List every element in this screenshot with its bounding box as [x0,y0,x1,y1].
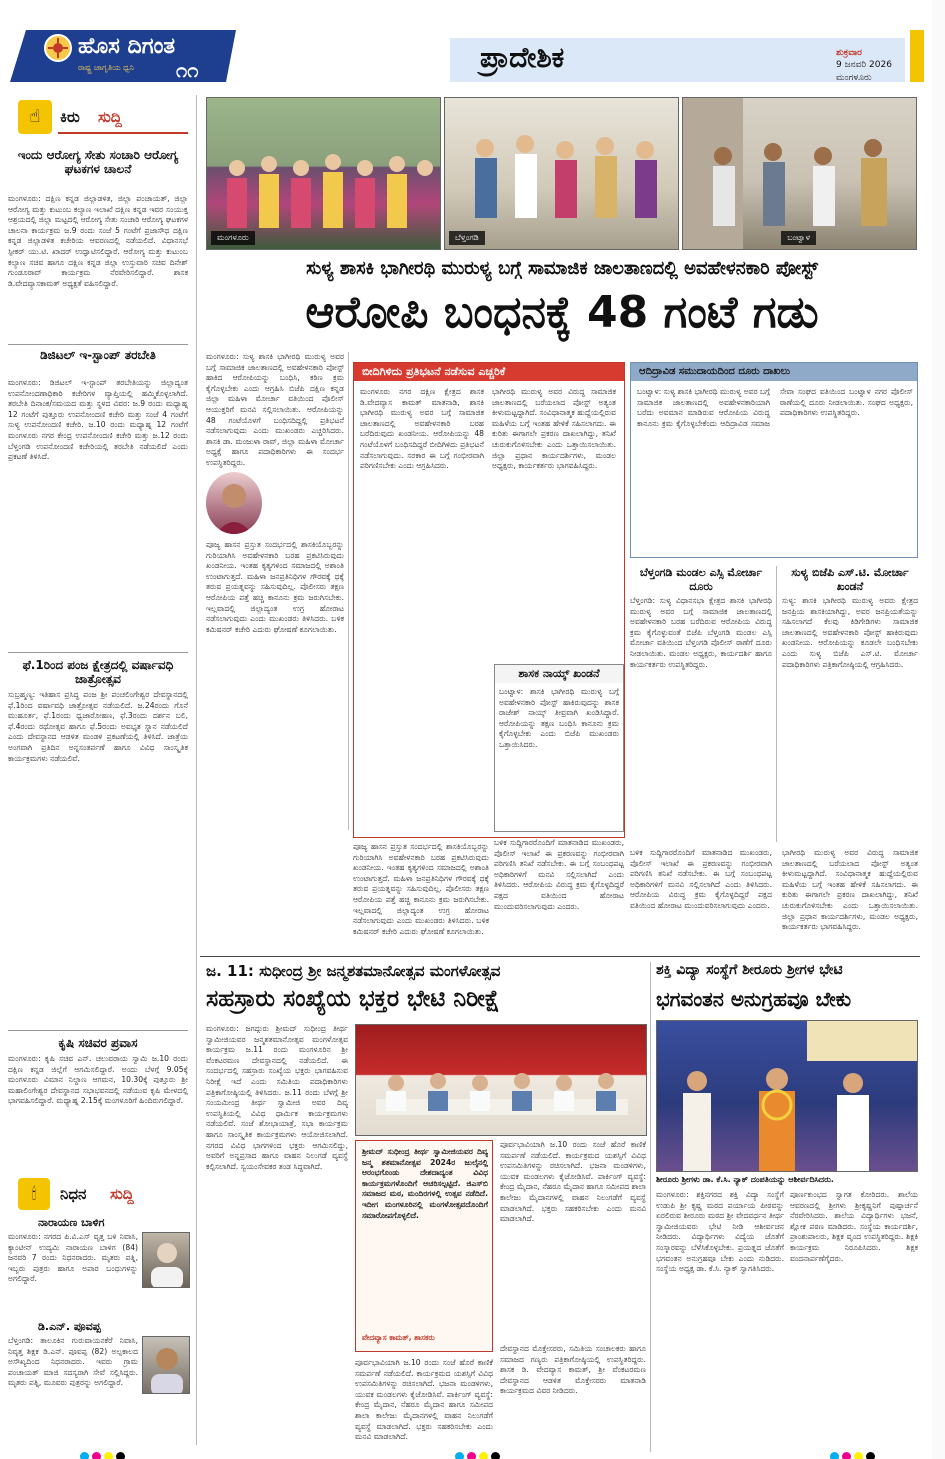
story3-col-1: ಮಂಗಳೂರು: ಶಕ್ತಿನಗರದ ಶಕ್ತಿ ವಿದ್ಯಾ ಸಂಸ್ಥೆಗೆ ಉಡುಪಿ ಶ್ರೀ ಕೃಷ್ಣ ಮಠದ ಪರ್ಯಾಯ ಪೀಠವನ್ನು ಏರಲಿರುವ ಶೀರೂರು ಮಠದ ಶ್ರೀ ವೇದವರ್ಧನ ತೀರ್ಥ ಸ್ವಾಮೀಜಿಯವರು ಭೇಟಿ ನೀಡಿ ಆಶೀರ್ವಚನ ನೀಡಿದರು. ವಿದ್ಯಾರ್ಥಿಗಳು ವಿದ್ಯೆಯ ಜೊತೆಗೆ ಸಂಸ್ಕಾರವನ್ನು ಬೆಳೆಸಿಕೊಳ್ಳಬೇಕು. ಪ್ರಯತ್ನದ ಜೊತೆಗೆ ಭಗವಂತನ ಅನುಗ್ರಹವೂ ಬೇಕು ಎಂದು ನುಡಿದರು. ಸಂಸ್ಥೆಯ ಅಧ್ಯಕ್ಷ ಡಾ. ಕೆ.ಸಿ. ನ್ಯಾಕ್ ಸ್ವಾಗತಿಸಿದರು. [656,1190,784,1274]
page-number: ೧೧ [176,58,199,82]
date-full: 9 ಜನವರಿ 2026 [836,60,892,70]
obit-2-name: ಡಿ.ಎನ್. ಪೂವಪ್ಪ [38,1320,101,1333]
belthangady-box [630,566,772,840]
lead-bottom-left: ಬಳಿಕ ಸುದ್ದಿಗಾರರೊಂದಿಗೆ ಮಾತನಾಡಿದ ಮುಖಂಡರು, ಪೊಲೀಸ್ ಇಲಾಖೆ ಈ ಪ್ರಕರಣವನ್ನು ಗಂಭೀರವಾಗಿ ಪರಿಗಣಿಸಿ ತನಿಖೆ ನಡೆಸಬೇಕು. ಈ ಬಗ್ಗೆ ಸಂಬಂಧಪಟ್ಟ ಅಧಿಕಾರಿಗಳಿಗೆ ಮನವಿ ಸಲ್ಲಿಸಲಾಗಿದೆ ಎಂದು ತಿಳಿಸಿದರು. ಆರೋಪಿಯ ವಿರುದ್ಧ ಕ್ರಮ ಕೈಗೊಳ್ಳದಿದ್ದರೆ ಪಕ್ಷದ ವತಿಯಿಂದ ಹೋರಾಟ ಮುಂದುವರಿಸಲಾಗುವುದು ಎಂದರು. [630,848,772,910]
adivasi-box [630,362,918,558]
registration-marks-center [455,1446,575,1456]
brief-1-body: ಮಂಗಳೂರು: ದಕ್ಷಿಣ ಕನ್ನಡ ಜಿಲ್ಲಾಡಳಿತ, ಜಿಲ್ಲಾ ಪಂಚಾಯತ್, ಜಿಲ್ಲಾ ಆರೋಗ್ಯ ಮತ್ತು ಕುಟುಂಬ ಕಲ್ಯಾಣ ಇಲಾಖೆ ದಕ್ಷಿಣ ಕನ್ನಡ ಇವರ ಸಂಯುಕ್ತ ಆಶ್ರಯದಲ್ಲಿ ಜಿಲ್ಲಾ ಮಟ್ಟದಲ್ಲಿ ಆರೋಗ್ಯ ಸೇತು ಸಂಚಾರಿ ಆರೋಗ್ಯ ಘಟಕಗಳ ಚಾಲನಾ ಕಾರ್ಯಕ್ರಮ ಜ.9 ರಂದು ಸಂಜೆ 5 ಗಂಟೆಗೆ ಪ್ರಜಾಸೌಧ ದಕ್ಷಿಣ ಕನ್ನಡ ಜಿಲ್ಲಾಡಳಿತ ಕಚೇರಿಯ ಆವರಣದಲ್ಲಿ ನಡೆಯಲಿದೆ. ವಿಧಾನಸಭೆ ಸ್ಪೀಕರ್ ಯು.ಟಿ. ಖಾದರ್ ಉದ್ಘಾಟಿಸಲಿದ್ದಾರೆ. ಆರೋಗ್ಯ ಮತ್ತು ಕುಟುಂಬ ಕಲ್ಯಾಣ ಸಚಿವ ಹಾಗೂ ದಕ್ಷಿಣ ಕನ್ನಡ ಜಿಲ್ಲಾ ಉಸ್ತುವಾರಿ ಸಚಿವ ದಿನೇಶ್ ಗುಂಡೂರಾವ್ ಕಾರ್ಯಕ್ರಮ ನೆರವೇರಿಸಲಿದ್ದಾರೆ. ಶಾಸಕ ಡಿ.ವೇದವ್ಯಾಸಕಾಮತ್ ಅಧ್ಯಕ್ಷತೆ ವಹಿಸಲಿದ್ದಾರೆ. [8,194,188,288]
story2-col-3: ಪೂರ್ವಭಾವಿಯಾಗಿ ಜ.10 ರಂದು ಸಂಜೆ ಹೊರೆ ಕಾಣಿಕೆ ಸಮರ್ಪಣೆ ನಡೆಯಲಿದೆ. ಕಾರ್ಯಕ್ರಮದ ಯಶಸ್ಸಿಗೆ ವಿವಿಧ ಉಪಸಮಿತಿಗಳನ್ನು ರಚಿಸಲಾಗಿದೆ. ಭಜನಾ ಮಂಡಳಿಗಳು, ಯುವಕ ಮಂಡಲಗಳು ಕೈಜೋಡಿಸಿವೆ. ಪಾರ್ಕಿಂಗ್ ವ್ಯವಸ್ಥೆ: ಕೇಂದ್ರ ಮೈದಾನ, ನೆಹರೂ ಮೈದಾನ ಹಾಗೂ ಸಮೀಪದ ಶಾಲಾ ಕಾಲೇಜು ಮೈದಾನಗಳಲ್ಲಿ ವಾಹನ ನಿಲುಗಡೆಗೆ ವ್ಯವಸ್ಥೆ ಮಾಡಲಾಗಿದೆ. ಭಕ್ತರು ಸಹಕರಿಸಬೇಕು ಎಂದು ಮನವಿ ಮಾಡಲಾಗಿದೆ. [500,1140,646,1224]
obit-2-photo [142,1336,190,1394]
brief-4-title: ಕೃಷಿ ಸಚಿವರ ಪ್ರವಾಸ [58,1036,138,1050]
story3-kicker: ಶಕ್ತಿ ವಿದ್ಯಾ ಸಂಸ್ಥೆಗೆ ಶೀರೂರು ಶ್ರೀಗಳ ಭೇಟಿ [656,962,843,978]
masthead-edge-bar [910,30,924,82]
story3-caption: ಶೀರೂರು ಶ್ರೀಗಳು ಡಾ. ಕೆ.ಸಿ. ನ್ಯಾಕ್ ದಂಪತಿಯನ್ನು ಆಶೀರ್ವದಿಸಿದರು. [656,1175,834,1184]
flame-icon: 🕯 [18,1178,50,1210]
lead-col-1-top: ಮಂಗಳೂರು: ಸುಳ್ಯ ಶಾಸಕಿ ಭಾಗೀರಥಿ ಮುರುಳ್ಯ ಅವರ ಬಗ್ಗೆ ಸಾಮಾಜಿಕ ಜಾಲತಾಣದಲ್ಲಿ ಅವಹೇಳನಕಾರಿ ಪೋಸ್ಟ್ ಹಾಕಿದ ಆರೋಪಿಯನ್ನು ಬಂಧಿಸಿ, ಕಠಿಣ ಕ್ರಮ ಕೈಗೊಳ್ಳಬೇಕು ಎಂದು ಆಗ್ರಹಿಸಿ ಬಿಜೆಪಿ ದಕ್ಷಿಣ ಕನ್ನಡ ಜಿಲ್ಲಾ ಮಹಿಳಾ ಮೋರ್ಚಾ ವತಿಯಿಂದ ಪೊಲೀಸ್ ಆಯುಕ್ತರಿಗೆ ಮನವಿ ಸಲ್ಲಿಸಲಾಯಿತು. ಆರೋಪಿಯನ್ನು 48 ಗಂಟೆಯೊಳಗೆ ಬಂಧಿಸದಿದ್ದಲ್ಲಿ ಪ್ರತಿಭಟನೆ ನಡೆಸಲಾಗುವುದು ಎಂದು ಮುಖಂಡರು ಎಚ್ಚರಿಸಿದರು. ಶಾಸಕಿ ಡಾ. ಮಂಜುಳಾ ರಾವ್, ಜಿಲ್ಲಾ ಮಹಿಳಾ ಮೋರ್ಚಾ ಅಧ್ಯಕ್ಷೆ ಹಾಗೂ ಪದಾಧಿಕಾರಿಗಳು ಈ ಸಂದರ್ಭ ಉಪಸ್ಥಿತರಿದ್ದರು. [206,352,344,467]
nayak-body: ಬಂಟ್ವಾಳ: ಶಾಸಕಿ ಭಾಗೀರಥಿ ಮುರುಳ್ಯ ಬಗ್ಗೆ ಅವಹೇಳನಕಾರಿ ಪೋಸ್ಟ್ ಹಾಕಿರುವುದನ್ನು ಶಾಸಕ ರಾಜೇಶ್ ನಾಯ್ಕ್ ತೀವ್ರವಾಗಿ ಖಂಡಿಸಿದ್ದಾರೆ. ಆರೋಪಿಯನ್ನು ತಕ್ಷಣ ಬಂಧಿಸಿ ಕಾನೂನು ಕ್ರಮ ಕೈಗೊಳ್ಳಬೇಕು ಎಂದು ಬಿಜೆಪಿ ಮುಖಂಡರು ಒತ್ತಾಯಿಸಿದರು. [499,687,619,749]
brief-2-title: ಡಿಜಿಟಲ್ ಇ-ಸ್ಟಾಂಪ್ ತರಬೇತಿ [40,348,156,362]
belt-col-rule [776,566,777,842]
kiru-underline [58,132,188,134]
brief-3-body: ಸುಬ್ರಹ್ಮಣ್ಯ: ಇತಿಹಾಸ ಪ್ರಸಿದ್ಧ ಪಂಜ ಶ್ರೀ ಪಂಚಲಿಂಗೇಶ್ವರ ದೇವಸ್ಥಾನದಲ್ಲಿ ಫೆ.1ರಿಂದ ವರ್ಷಾವಧಿ ಜಾತ್ರೋತ್ಸವ ನಡೆಯಲಿದೆ. ಜ.24ರಂದು ಗೊನೆ ಮುಹೂರ್ತ, ಫೆ.1ರಂದು ಧ್ವಜಾರೋಹಣ, ಫೆ.3ರಂದು ದರ್ಶನ ಬಲಿ, ಫೆ.4ರಂದು ರಥೋತ್ಸವ ಹಾಗೂ ಫೆ.5ರಂದು ಅವಭೃತ ಸ್ನಾನ ನಡೆಯಲಿದೆ ಎಂದು ದೇವಸ್ಥಾನದ ಆಡಳಿತ ಮಂಡಳಿ ಪ್ರಕಟಣೆಯಲ್ಲಿ ತಿಳಿಸಿದೆ. ಜಾತ್ರೆಯ ಅಂಗವಾಗಿ ಪ್ರತಿದಿನ ಅನ್ನಸಂತರ್ಪಣೆ ಹಾಗೂ ವಿವಿಧ ಸಾಂಸ್ಕೃತಿಕ ಕಾರ್ಯಕ್ರಮಗಳು ನಡೆಯಲಿವೆ. [8,690,188,763]
brief-divider [8,652,188,653]
obit-2-body: ಬೆಳ್ತಂಗಡಿ: ತಾಲೂಕಿನ ಗುರುವಾಯನಕೆರೆ ನಿವಾಸಿ, ನಿವೃತ್ತ ಶಿಕ್ಷಕ ಡಿ.ಎನ್. ಪೂವಪ್ಪ (82) ಅಲ್ಪಕಾಲದ ಅಸೌಖ್ಯದಿಂದ ನಿಧನರಾದರು. ಇವರು ಗ್ರಾಮ ಪಂಚಾಯತ್ ಮಾಜಿ ಸದಸ್ಯರಾಗಿ ಸೇವೆ ಸಲ್ಲಿಸಿದ್ದರು. ಮೃತರು ಪತ್ನಿ, ಮೂವರು ಪುತ್ರರನ್ನು ಅಗಲಿದ್ದಾರೆ. [8,1336,138,1388]
lead-kicker: ಸುಳ್ಯ ಶಾಸಕಿ ಭಾಗೀರಥಿ ಮುರುಳ್ಯ ಬಗ್ಗೆ ಸಾಮಾಜಿಕ ಜಾಲತಾಣದಲ್ಲಿ ಅವಹೇಳನಕಾರಿ ಪೋಸ್ಟ್ [306,258,818,279]
brief-divider [8,1030,188,1031]
belthangady-body: ಬೆಳ್ತಂಗಡಿ: ಸುಳ್ಯ ವಿಧಾನಸಭಾ ಕ್ಷೇತ್ರದ ಶಾಸಕಿ ಭಾಗೀರಥಿ ಮುರುಳ್ಯ ಅವರ ಬಗ್ಗೆ ಸಾಮಾಜಿಕ ಜಾಲತಾಣದಲ್ಲಿ ಅವಹೇಳನಕಾರಿ ಬರಹ ಬರೆದಿರುವ ಆರೋಪಿಯ ವಿರುದ್ಧ ಕ್ರಮ ಕೈಗೊಳ್ಳುವಂತೆ ಬಿಜೆಪಿ ಬೆಳ್ತಂಗಡಿ ಮಂಡಲ ಎಸ್ಸಿ ಮೋರ್ಚಾ ವತಿಯಿಂದ ಬೆಳ್ತಂಗಡಿ ಪೊಲೀಸ್ ಠಾಣೆಗೆ ದೂರು ನೀಡಲಾಯಿತು. ಮಂಡಲ ಅಧ್ಯಕ್ಷರು, ಕಾರ್ಯದರ್ಶಿ ಹಾಗೂ ಕಾರ್ಯಕರ್ತರು ಉಪಸ್ಥಿತರಿದ್ದರು. [630,596,772,669]
lead-col-3-lower: ಬಳಿಕ ಸುದ್ದಿಗಾರರೊಂದಿಗೆ ಮಾತನಾಡಿದ ಮುಖಂಡರು, ಪೊಲೀಸ್ ಇಲಾಖೆ ಈ ಪ್ರಕರಣವನ್ನು ಗಂಭೀರವಾಗಿ ಪರಿಗಣಿಸಿ ತನಿಖೆ ನಡೆಸಬೇಕು. ಈ ಬಗ್ಗೆ ಸಂಬಂಧಪಟ್ಟ ಅಧಿಕಾರಿಗಳಿಗೆ ಮನವಿ ಸಲ್ಲಿಸಲಾಗಿದೆ ಎಂದು ತಿಳಿಸಿದರು. ಆರೋಪಿಯ ವಿರುದ್ಧ ಕ್ರಮ ಕೈಗೊಳ್ಳದಿದ್ದರೆ ಪಕ್ಷದ ವತಿಯಿಂದ ಹೋರಾಟ ಮುಂದುವರಿಸಲಾಗುವುದು ಎಂದರು. [494,838,624,911]
lead-col1-portrait [206,472,262,534]
lead-col-2-lower: ಪೂಜ್ಯ ಹಾಸನ ಪ್ರಸ್ತುತ ಸಂದರ್ಭದಲ್ಲಿ ಶಾಸಕಿಯೊಬ್ಬರನ್ನು ಗುರಿಯಾಗಿಸಿ ಅವಹೇಳನಕಾರಿ ಬರಹ ಪ್ರಕಟಿಸಿರುವುದು ಖಂಡನೀಯ. ಇಂತಹ ಕೃತ್ಯಗಳಿಂದ ಸಮಾಜದಲ್ಲಿ ಅಶಾಂತಿ ಉಂಟಾಗುತ್ತದೆ. ಮಹಿಳಾ ಜನಪ್ರತಿನಿಧಿಗಳ ಗೌರವಕ್ಕೆ ಧಕ್ಕೆ ತರುವ ಪ್ರಯತ್ನವನ್ನು ಸಹಿಸುವುದಿಲ್ಲ. ಪೊಲೀಸರು ತಕ್ಷಣ ಆರೋಪಿಯ ಪತ್ತೆ ಹಚ್ಚಿ ಕಾನೂನು ಕ್ರಮ ಜರುಗಿಸಬೇಕು. ಇಲ್ಲವಾದಲ್ಲಿ ಜಿಲ್ಲಾದ್ಯಂತ ಉಗ್ರ ಹೋರಾಟ ನಡೆಸಲಾಗುವುದು ಎಂದು ಮುಖಂಡರು ತಿಳಿಸಿದರು. ಬಳಿಕ ಕಮಿಷನರ್ ಕಚೇರಿ ಎದುರು ಘೋಷಣೆ ಕೂಗಲಾಯಿತು. [353,842,489,936]
brief-4-body: ಮಂಗಳೂರು: ಕೃಷಿ ಸಚಿವ ಎನ್. ಚಲುವರಾಯ ಸ್ವಾಮಿ ಜ.10 ರಂದು ದಕ್ಷಿಣ ಕನ್ನಡ ಜಿಲ್ಲೆಗೆ ಆಗಮಿಸಲಿದ್ದಾರೆ. ಅಂದು ಬೆಳಗ್ಗೆ 9.05ಕ್ಕೆ ಮಂಗಳೂರು ವಿಮಾನ ನಿಲ್ದಾಣ ಆಗಮನ, 10.30ಕ್ಕೆ ಪುತ್ತೂರು ಶ್ರೀ ಮಹಾಲಿಂಗೇಶ್ವರ ದೇವಸ್ಥಾನದ ಸಭಾಭವನದಲ್ಲಿ ನಡೆಯುವ ಕೃಷಿ ಮೇಳದಲ್ಲಿ ಭಾಗವಹಿಸಲಿದ್ದಾರೆ. ಮಧ್ಯಾಹ್ನ 2.15ಕ್ಕೆ ಮಂಗಳೂರಿಗೆ ಹಿಂದಿರುಗಲಿದ್ದಾರೆ. [8,1054,188,1106]
lead-col-1-bottom: ಪೂಜ್ಯ ಹಾಸನ ಪ್ರಸ್ತುತ ಸಂದರ್ಭದಲ್ಲಿ ಶಾಸಕಿಯೊಬ್ಬರನ್ನು ಗುರಿಯಾಗಿಸಿ ಅವಹೇಳನಕಾರಿ ಬರಹ ಪ್ರಕಟಿಸಿರುವುದು ಖಂಡನೀಯ. ಇಂತಹ ಕೃತ್ಯಗಳಿಂದ ಸಮಾಜದಲ್ಲಿ ಅಶಾಂತಿ ಉಂಟಾಗುತ್ತದೆ. ಮಹಿಳಾ ಜನಪ್ರತಿನಿಧಿಗಳ ಗೌರವಕ್ಕೆ ಧಕ್ಕೆ ತರುವ ಪ್ರಯತ್ನವನ್ನು ಸಹಿಸುವುದಿಲ್ಲ. ಪೊಲೀಸರು ತಕ್ಷಣ ಆರೋಪಿಯ ಪತ್ತೆ ಹಚ್ಚಿ ಕಾನೂನು ಕ್ರಮ ಜರುಗಿಸಬೇಕು. ಇಲ್ಲವಾದಲ್ಲಿ ಜಿಲ್ಲಾದ್ಯಂತ ಉಗ್ರ ಹೋರಾಟ ನಡೆಸಲಾಗುವುದು ಎಂದು ಮುಖಂಡರು ತಿಳಿಸಿದರು. ಬಳಿಕ ಕಮಿಷನರ್ ಕಚೇರಿ ಎದುರು ಘೋಷಣೆ ಕೂಗಲಾಯಿತು. [206,540,344,634]
red-box-body-left: ಮಂಗಳೂರು ನಗರ ದಕ್ಷಿಣ ಕ್ಷೇತ್ರದ ಶಾಸಕ ಡಿ.ವೇದವ್ಯಾಸ ಕಾಮತ್ ಮಾತನಾಡಿ, ಶಾಸಕಿ ಭಾಗೀರಥಿ ಮುರುಳ್ಯ ಅವರ ಬಗ್ಗೆ ಸಾಮಾಜಿಕ ಜಾಲತಾಣದಲ್ಲಿ ಅವಹೇಳನಕಾರಿ ಬರಹ ಬರೆದಿರುವುದು ಖಂಡನೀಯ. ಆರೋಪಿಯನ್ನು 48 ಗಂಟೆಯೊಳಗೆ ಬಂಧಿಸದಿದ್ದರೆ ಬೀದಿಗಿಳಿದು ಪ್ರತಿಭಟನೆ ನಡೆಸಲಾಗುವುದು. ಸರಕಾರ ಈ ಬಗ್ಗೆ ಗಂಭೀರವಾಗಿ ಪರಿಗಣಿಸಬೇಕು ಎಂದು ಆಗ್ರಹಿಸಿದರು. [360,387,484,471]
red-box-body-right: ಭಾಗೀರಥಿ ಮುರುಳ್ಯ ಅವರ ವಿರುದ್ಧ ಸಾಮಾಜಿಕ ಜಾಲತಾಣದಲ್ಲಿ ಬರೆಯಲಾದ ಪೋಸ್ಟ್ ಅತ್ಯಂತ ಕೀಳುಮಟ್ಟದ್ದಾಗಿದೆ. ಸಂವಿಧಾನಾತ್ಮಕ ಹುದ್ದೆಯಲ್ಲಿರುವ ಮಹಿಳೆಯ ಬಗ್ಗೆ ಇಂತಹ ಹೇಳಿಕೆ ಸಹಿಸಲಾಗದು. ಈ ಕುರಿತು ಈಗಾಗಲೇ ಪ್ರಕರಣ ದಾಖಲಾಗಿದ್ದು, ತನಿಖೆ ಚುರುಕುಗೊಳಿಸಬೇಕು ಎಂದು ಒತ್ತಾಯಿಸಲಾಯಿತು. ಜಿಲ್ಲಾ ಪ್ರಧಾನ ಕಾರ್ಯದರ್ಶಿಗಳು, ಮಂಡಲ ಅಧ್ಯಕ್ಷರು, ಕಾರ್ಯಕರ್ತರು ಭಾಗವಹಿಸಿದ್ದರು. [492,387,616,471]
masthead [0,0,945,92]
story2-col-3-lower: ದೇವಸ್ಥಾನದ ಮೊಕ್ತೇಸರರು, ಸಮಿತಿಯ ಸಂಚಾಲಕರು ಹಾಗೂ ಸಮಾಜದ ಗಣ್ಯರು ಪತ್ರಿಕಾಗೋಷ್ಠಿಯಲ್ಲಿ ಉಪಸ್ಥಿತರಿದ್ದರು. ಶಾಸಕ ಡಿ. ವೇದವ್ಯಾಸ ಕಾಮತ್, ಶ್ರೀ ವೆಂಕಟರಮಣ ದೇವಸ್ಥಾನದ ಆಡಳಿತ ಮೊಕ್ತೇಸರರು ಮಾತನಾಡಿ ಕಾರ್ಯಕ್ರಮದ ವಿವರ ನೀಡಿದರು. [500,1344,646,1396]
story2-info-credit: ವೇದವ್ಯಾಸ ಕಾಮತ್, ಶಾಸಕರು [362,1333,435,1342]
story2-headline: ಸಹಸ್ರಾರು ಸಂಖ್ಯೆಯ ಭಕ್ತರ ಭೇಟಿ ನಿರೀಕ್ಷೆ [206,986,500,1012]
adivasi-title: ಆದಿದ್ರಾವಿಡ ಸಮುದಾಯದಿಂದ ದೂರು ದಾಖಲು [631,363,917,381]
photo-caption-belthangady: ಬೆಳ್ತಂಗಡಿ [449,231,485,245]
masthead-logo-icon [44,34,72,62]
story-split-rule [650,962,651,1452]
date-day: ಶುಕ್ರವಾರ [836,48,862,58]
hand-point-icon: ☝ [18,100,52,134]
photo-mangaluru [206,97,441,250]
photo-belthangady [444,97,679,250]
logo-title: ಹೊಸ ದಿಗಂತ [78,34,176,59]
nayak-box [494,664,624,832]
sullia-title: ಸುಳ್ಯ ಬಿಜೆಪಿ ಎಸ್.ಟಿ. ಮೋರ್ಚಾ ಖಂಡನೆ [791,566,909,593]
registration-marks-right [830,1446,945,1456]
brief-3-title: ಫೆ.1ರಿಂದ ಪಂಜ ಕ್ಷೇತ್ರದಲ್ಲಿ ವರ್ಷಾವಧಿ ಜಾತ್ರೋತ್ಸವ [22,658,174,686]
brief-2-body: ಮಂಗಳೂರು: ಡಿಜಿಟಲ್ ಇ-ಸ್ಟಾಂಪ್ ತರಬೇತಿಯನ್ನು ಜಿಲ್ಲಾದ್ಯಂತ ಉಪನೋಂದಣಾಧಿಕಾರಿ ಕಚೇರಿಗಳ ವ್ಯಾಪ್ತಿಯಲ್ಲಿ ಹಮ್ಮಿಕೊಳ್ಳಲಾಗಿದೆ. ತರಬೇತಿ ದಿನಾಂಕ/ಸಮಯದ ಮತ್ತು ಸ್ಥಳದ ವಿವರ: ಜ.9 ರಂದು ಮಧ್ಯಾಹ್ನ 12 ಗಂಟೆಗೆ ಪುತ್ತೂರು ಉಪನೋಂದಣಿ ಕಚೇರಿ ಮತ್ತು ಸಂಜೆ 4 ಗಂಟೆಗೆ ಸುಳ್ಯ ಉಪನೋಂದಣಿ ಕಚೇರಿ. ಜ.10 ರಂದು ಮಧ್ಯಾಹ್ನ 12 ಗಂಟೆಗೆ ಮಂಗಳೂರು ನಗರ ಕೇಂದ್ರ ಉಪನೋಂದಣಿ ಕಚೇರಿ ಮತ್ತು ಜ.12 ರಂದು ಬೆಳ್ತಂಗಡಿ ಉಪನೋಂದಣಿ ಕಚೇರಿಯಲ್ಲಿ ತರಬೇತಿ ನಡೆಯಲಿದೆ ಎಂದು ಪ್ರಕಟಣೆ ತಿಳಿಸಿದೆ. [8,378,188,462]
date-city: ಮಂಗಳೂರು [836,73,872,83]
story2-kicker: ಜ. 11: ಸುಧೀಂದ್ರ ಶ್ರೀ ಜನ್ಮಶತಮಾನೋತ್ಸವ ಮಂಗಳೋತ್ಸವ [206,962,501,980]
nidhana-label: ನಿಧನ [60,1185,87,1203]
story2-photo [355,1024,647,1136]
brief-1-title: ಇಂದು ಆರೋಗ್ಯ ಸೇತು ಸಂಚಾರಿ ಆರೋಗ್ಯ ಘಟಕಗಳ ಚಾಲನೆ [17,148,179,176]
photo-caption-bantwal: ಬಂಟ್ವಾಳ [781,231,816,245]
sullia-box [782,566,918,840]
lead-bottom-right: ಭಾಗೀರಥಿ ಮುರುಳ್ಯ ಅವರ ವಿರುದ್ಧ ಸಾಮಾಜಿಕ ಜಾಲತಾಣದಲ್ಲಿ ಬರೆಯಲಾದ ಪೋಸ್ಟ್ ಅತ್ಯಂತ ಕೀಳುಮಟ್ಟದ್ದಾಗಿದೆ. ಸಂವಿಧಾನಾತ್ಮಕ ಹುದ್ದೆಯಲ್ಲಿರುವ ಮಹಿಳೆಯ ಬಗ್ಗೆ ಇಂತಹ ಹೇಳಿಕೆ ಸಹಿಸಲಾಗದು. ಈ ಕುರಿತು ಈಗಾಗಲೇ ಪ್ರಕರಣ ದಾಖಲಾಗಿದ್ದು, ತನಿಖೆ ಚುರುಕುಗೊಳಿಸಬೇಕು ಎಂದು ಒತ್ತಾಯಿಸಲಾಯಿತು. ಜಿಲ್ಲಾ ಪ್ರಧಾನ ಕಾರ್ಯದರ್ಶಿಗಳು, ಮಂಡಲ ಅಧ್ಯಕ್ಷರು, ಕಾರ್ಯಕರ್ತರು ಭಾಗವಹಿಸಿದ್ದರು. [782,848,918,932]
kiru-label: ಕಿರು [60,108,80,126]
registration-marks-left [80,1446,200,1456]
story3-col-2: ಪೂರ್ಣಕುಂಭದ ಸ್ವಾಗತ ಕೋರಿದರು. ಶಾಲೆಯ ಆವರಣದಲ್ಲಿ ಶ್ರೀಗಳು ಶ್ರೀಕೃಷ್ಣನಿಗೆ ಪುಷ್ಪಾರ್ಚನೆ ನೆರವೇರಿಸಿದರು. ಶಾಲೆಯ ವಿದ್ಯಾರ್ಥಿಗಳು ಭಜನೆ, ಶ್ಲೋಕ ಪಠಣ ಮಾಡಿದರು. ಸಂಸ್ಥೆಯ ಕಾರ್ಯದರ್ಶಿ, ಪ್ರಾಂಶುಪಾಲರು, ಶಿಕ್ಷಕ ವೃಂದ ಉಪಸ್ಥಿತರಿದ್ದರು. ಶಿಕ್ಷಕಿ ಕಾರ್ಯಕ್ರಮ ನಿರೂಪಿಸಿದರು. ಶಿಕ್ಷಕ ವಂದನಾರ್ಪಣೆಗೈದರು. [790,1190,918,1263]
story2-col-1: ಮಂಗಳೂರು: ಜಗದ್ಗುರು ಶ್ರೀಮದ್ ಸುಧೀಂದ್ರ ತೀರ್ಥ ಸ್ವಾಮೀಜಿಯವರ ಜನ್ಮಶತಮಾನೋತ್ಸವ ಮಂಗಳೋತ್ಸವ ಕಾರ್ಯಕ್ರಮ ಜ.11 ರಂದು ಮಂಗಳೂರಿನ ಶ್ರೀ ವೆಂಕಟರಮಣ ದೇವಸ್ಥಾನದಲ್ಲಿ ನಡೆಯಲಿದೆ. ಈ ಸಂದರ್ಭದಲ್ಲಿ ಸಹಸ್ರಾರು ಸಂಖ್ಯೆಯ ಭಕ್ತರು ಭಾಗವಹಿಸುವ ನಿರೀಕ್ಷೆ ಇದೆ ಎಂದು ಸಮಿತಿಯ ಪದಾಧಿಕಾರಿಗಳು ಪತ್ರಿಕಾಗೋಷ್ಠಿಯಲ್ಲಿ ತಿಳಿಸಿದರು. ಜ.11 ರಂದು ಬೆಳಗ್ಗೆ ಶ್ರೀ ಸಂಯಮೀಂದ್ರ ತೀರ್ಥ ಸ್ವಾಮೀಜಿ ಅವರ ದಿವ್ಯ ಉಪಸ್ಥಿತಿಯಲ್ಲಿ ವಿವಿಧ ಧಾರ್ಮಿಕ ಕಾರ್ಯಕ್ರಮಗಳು ನಡೆಯಲಿವೆ. ಸಂಜೆ ಶೋಭಾಯಾತ್ರೆ, ಸಭಾ ಕಾರ್ಯಕ್ರಮ ಹಾಗೂ ಸಾಂಸ್ಕೃತಿಕ ಕಾರ್ಯಕ್ರಮಗಳು ಆಯೋಜಿಸಲಾಗಿದೆ. ನಗರದ ವಿವಿಧ ಭಾಗಗಳಿಂದ ಭಕ್ತರು ಆಗಮಿಸಲಿದ್ದು, ಅವರಿಗೆ ಅನ್ನಪ್ರಸಾದ ಹಾಗೂ ವಾಹನ ನಿಲುಗಡೆ ವ್ಯವಸ್ಥೆ ಕಲ್ಪಿಸಲಾಗಿದೆ. ಸ್ವಯಂಸೇವಕರ ತಂಡ ಸಿದ್ಧವಾಗಿದೆ. [206,1024,348,1171]
belthangady-title: ಬೆಳ್ತಂಗಡಿ ಮಂಡಲ ಎಸ್ಸಿ ಮೋರ್ಚಾ ದೂರು [639,566,763,593]
obit-1-body: ಮಂಗಳೂರು: ನಗರದ ಪಿ.ವಿ.ಎಸ್ ವೃತ್ತ ಬಳಿ ನಿವಾಸಿ, ಕ್ಯಾಂಟೀನ್ ಉದ್ಯಮಿ ನಾರಾಯಣ ಬಾಳಿಗ (84) ಜನವರಿ 7 ರಂದು ನಿಧನರಾದರು. ಮೃತರು ಪತ್ನಿ, ಇಬ್ಬರು ಪುತ್ರರು ಹಾಗೂ ಅಪಾರ ಬಂಧುಗಳನ್ನು ಅಗಲಿದ್ದಾರೆ. [8,1232,138,1284]
brief-divider [8,344,188,345]
photo-caption-mangaluru: ಮಂಗಳೂರು [211,231,255,245]
suddi-label: ಸುದ್ದಿ [98,108,122,126]
photo-bantwal [682,97,917,250]
logo-tagline: ರಾಷ್ಟ್ರ ಜಾಗೃತಿಯ ಧ್ವನಿ [78,63,135,72]
obit-1-photo [142,1232,190,1288]
obit-1-name: ನಾರಾಯಣ ಬಾಳಿಗ [38,1216,105,1229]
nayak-title: ಶಾಸಕ ನಾಯ್ಕ್ ಖಂಡನೆ [495,665,623,683]
right-edge-strip [932,0,945,1459]
nidhana-suddi-label: ಸುದ್ದಿ [110,1185,134,1203]
lead-col-rule [348,352,349,830]
story2-info-box [355,1140,493,1352]
sidebar-rule [196,95,197,1445]
adivasi-body: ಬಂಟ್ವಾಳ: ಸುಳ್ಯ ಶಾಸಕಿ ಭಾಗೀರಥಿ ಮುರುಳ್ಯ ಅವರ ಬಗ್ಗೆ ಸಾಮಾಜಿಕ ಜಾಲತಾಣದಲ್ಲಿ ಅವಹೇಳನಕಾರಿಯಾಗಿ ಬರೆದು ಅವಮಾನ ಮಾಡಿರುವ ಆರೋಪಿಯ ವಿರುದ್ಧ ಕಾನೂನು ಕ್ರಮ ಕೈಗೊಳ್ಳಬೇಕೆಂದು ಆದಿದ್ರಾವಿಡ ಸಮಾಜ ಸೇವಾ ಸಂಘದ ವತಿಯಿಂದ ಬಂಟ್ವಾಳ ನಗರ ಪೊಲೀಸ್ ಠಾಣೆಯಲ್ಲಿ ದೂರು ನೀಡಲಾಯಿತು. ಸಂಘದ ಅಧ್ಯಕ್ಷರು, ಪದಾಧಿಕಾರಿಗಳು ಉಪಸ್ಥಿತರಿದ್ದರು. [637,387,913,428]
sidebar-kiru-suddi [8,92,193,1452]
story3-photo [656,1020,918,1172]
kiru-suddi-banner [18,100,188,134]
nidhana-banner [18,1178,188,1210]
sullia-body: ಸುಳ್ಯ: ಶಾಸಕಿ ಭಾಗೀರಥಿ ಮುರುಳ್ಯ ಅವರು ಕ್ಷೇತ್ರದ ಜನಪ್ರಿಯ ಶಾಸಕಿಯಾಗಿದ್ದು, ಅವರ ಜನಪ್ರಿಯತೆಯನ್ನು ಸಹಿಸಲಾಗದೆ ಕೆಲವು ಕಿಡಿಗೇಡಿಗಳು ಸಾಮಾಜಿಕ ಜಾಲತಾಣದಲ್ಲಿ ಅವಹೇಳನಕಾರಿ ಪೋಸ್ಟ್ ಹಾಕಿರುವುದು ಖಂಡನೀಯ. ಆರೋಪಿಯನ್ನು ಕೂಡಲೇ ಬಂಧಿಸಬೇಕು ಎಂದು ಸುಳ್ಯ ಬಿಜೆಪಿ ಎಸ್.ಟಿ. ಮೋರ್ಚಾ ಪದಾಧಿಕಾರಿಗಳು ಪತ್ರಿಕಾಗೋಷ್ಠಿಯಲ್ಲಿ ಆಗ್ರಹಿಸಿದರು. [782,596,918,669]
story3-headline: ಭಗವಂತನ ಅನುಗ್ರಹವೂ ಬೇಕು [656,987,852,1011]
lead-headline: ಆರೋಪಿ ಬಂಧನಕ್ಕೆ 48 ಗಂಟೆ ಗಡು [305,287,819,338]
story2-col-2-lower: ಪೂರ್ವಭಾವಿಯಾಗಿ ಜ.10 ರಂದು ಸಂಜೆ ಹೊರೆ ಕಾಣಿಕೆ ಸಮರ್ಪಣೆ ನಡೆಯಲಿದೆ. ಕಾರ್ಯಕ್ರಮದ ಯಶಸ್ಸಿಗೆ ವಿವಿಧ ಉಪಸಮಿತಿಗಳನ್ನು ರಚಿಸಲಾಗಿದೆ. ಭಜನಾ ಮಂಡಳಿಗಳು, ಯುವಕ ಮಂಡಲಗಳು ಕೈಜೋಡಿಸಿವೆ. ಪಾರ್ಕಿಂಗ್ ವ್ಯವಸ್ಥೆ: ಕೇಂದ್ರ ಮೈದಾನ, ನೆಹರೂ ಮೈದಾನ ಹಾಗೂ ಸಮೀಪದ ಶಾಲಾ ಕಾಲೇಜು ಮೈದಾನಗಳಲ್ಲಿ ವಾಹನ ನಿಲುಗಡೆಗೆ ವ್ಯವಸ್ಥೆ ಮಾಡಲಾಗಿದೆ. ಭಕ್ತರು ಸಹಕರಿಸಬೇಕು ಎಂದು ಮನವಿ ಮಾಡಲಾಗಿದೆ. [355,1358,493,1442]
section-title: ಪ್ರಾದೇಶಿಕ [480,41,565,74]
lead-end-rule [200,956,920,957]
story2-info-body: ಶ್ರೀಮದ್ ಸುಧೀಂದ್ರ ತೀರ್ಥ ಸ್ವಾಮೀಜಿಯವರ ದಿವ್ಯ ಜನ್ಮ ಶತಮಾನೋತ್ಸವ 2024ರ ಜುಲೈನಲ್ಲಿ ಆರಂಭಗೊಂಡು ದೇಶದಾದ್ಯಂತ ವಿವಿಧ ಕಾರ್ಯಕ್ರಮಗಳೊಂದಿಗೆ ಆಚರಿಸಲ್ಪಟ್ಟಿದೆ. ಜಿಎಸ್‌ಬಿ ಸಮಾಜದ ಮಠ, ಮಂದಿರಗಳಲ್ಲಿ ಉತ್ಸವ ನಡೆದಿದೆ. ಇದೀಗ ಮಂಗಳೂರಿನಲ್ಲಿ ಮಂಗಳೋತ್ಸವದೊಂದಿಗೆ ಸಮಾರೋಪಗೊಳ್ಳಲಿದೆ. [362,1147,488,1220]
red-box-title: ಬೀದಿಗಿಳಿದು ಪ್ರತಿಭಟನೆ ನಡೆಸುವ ಎಚ್ಚರಿಕೆ [354,363,624,381]
